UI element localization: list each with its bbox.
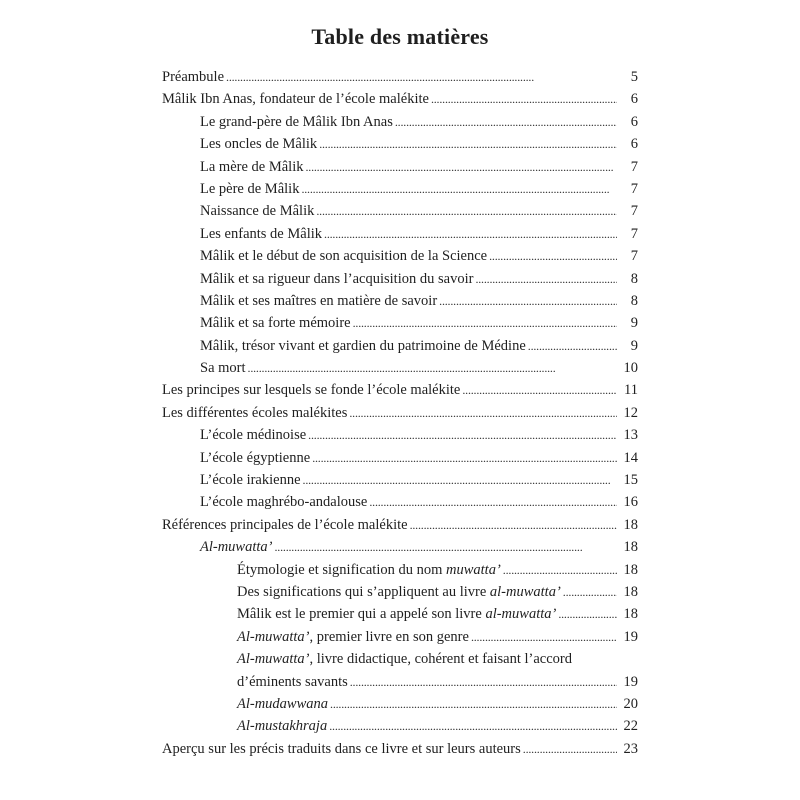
toc-entry-label: Les enfants de Mâlik xyxy=(200,225,323,242)
toc-leader-dots xyxy=(431,88,617,110)
toc-entry-label: Al-muwatta’ xyxy=(200,539,273,556)
toc-entry-label-text: Étymologie et signification du nom xyxy=(237,561,447,578)
toc-entry-label: Sa mort xyxy=(200,360,246,377)
toc-page-number: 18 xyxy=(623,583,638,600)
toc-entry-label-italic: Al-muwatta’ xyxy=(237,628,310,645)
toc-page-number: 9 xyxy=(630,315,638,332)
toc-entry[interactable] xyxy=(0,111,638,133)
toc-leader-dots xyxy=(563,581,617,603)
toc-entry[interactable] xyxy=(0,738,638,760)
toc-page-number: 5 xyxy=(630,69,638,85)
toc-entry[interactable] xyxy=(0,178,638,200)
toc-entry[interactable] xyxy=(0,312,638,334)
toc-entry-label-text: , premier livre en son genre xyxy=(309,628,469,645)
toc-entry-label: Références principales de l’école malékite xyxy=(162,516,408,533)
toc-entry[interactable] xyxy=(0,603,638,625)
toc-entry[interactable] xyxy=(0,581,638,603)
toc-entry[interactable] xyxy=(0,335,638,357)
toc-entry[interactable] xyxy=(0,200,638,222)
toc-page-number: 19 xyxy=(623,673,638,690)
toc-page-number: 13 xyxy=(623,427,638,444)
toc-page-number: 20 xyxy=(623,695,638,712)
toc-entry[interactable] xyxy=(0,133,638,155)
toc-entry-label: Le grand-père de Mâlik Ibn Anas xyxy=(200,113,393,130)
toc-leader-dots xyxy=(305,156,617,178)
toc-entry[interactable] xyxy=(0,514,638,536)
toc-entry-label: Mâlik et sa rigueur dans l’acquisition du savoir xyxy=(200,270,474,287)
toc-entry[interactable] xyxy=(0,491,638,513)
toc-entry[interactable] xyxy=(0,693,638,715)
toc-page-number: 7 xyxy=(630,203,638,220)
toc-leader-dots xyxy=(489,245,617,267)
toc-page-number: 7 xyxy=(630,225,638,242)
toc-leader-dots xyxy=(301,178,617,200)
toc-page-number: 16 xyxy=(623,494,638,511)
toc-leader-dots xyxy=(349,402,617,424)
toc-entry[interactable] xyxy=(0,245,638,267)
toc-leader-dots xyxy=(503,559,617,581)
toc-page-number: 8 xyxy=(630,292,638,309)
toc-entry-label: Naissance de Mâlik xyxy=(200,203,315,220)
toc-leader-dots xyxy=(275,536,618,558)
toc-page-number: 22 xyxy=(623,718,638,735)
toc-entry-continuation xyxy=(237,671,638,693)
toc-entry-label-text: Des significations qui s’appliquent au livre xyxy=(237,583,490,600)
toc-leader-dots xyxy=(471,626,617,648)
toc-leader-dots xyxy=(439,290,617,312)
toc-page-number: 18 xyxy=(623,516,638,533)
toc-entry-label-italic: Al-muwatta’ xyxy=(237,651,310,668)
toc-entry-label: Mâlik et ses maîtres en matière de savoir xyxy=(200,292,438,309)
toc-entry-label: Mâlik et sa forte mémoire xyxy=(200,315,351,332)
toc-leader-dots xyxy=(316,200,617,222)
toc-leader-dots xyxy=(353,312,617,334)
toc-leader-dots xyxy=(308,424,617,446)
toc-leader-dots xyxy=(303,469,617,491)
toc-page-number: 19 xyxy=(623,628,638,645)
toc-leader-dots xyxy=(248,357,617,379)
toc-entry-label-italic: al-muwatta’ xyxy=(489,583,561,600)
toc-entry[interactable] xyxy=(0,268,638,290)
toc-entry[interactable] xyxy=(0,357,638,379)
toc-page-number: 12 xyxy=(623,404,638,421)
toc-page-number: 6 xyxy=(630,91,638,108)
toc-entry[interactable] xyxy=(0,379,638,401)
toc-entry-label: Les principes sur lesquels se fonde l’école malékite xyxy=(162,382,461,399)
toc-entry[interactable] xyxy=(0,469,638,491)
toc-entry-label xyxy=(237,581,563,603)
toc-page-number: 14 xyxy=(623,449,638,466)
toc-entry-label: Mâlik, trésor vivant et gardien du patrimoine de Médine xyxy=(200,337,526,354)
toc-entry[interactable] xyxy=(0,626,638,648)
toc-page-number: 7 xyxy=(630,158,638,175)
toc-page-number: 11 xyxy=(624,382,638,399)
toc-entry-label: L’école médinoise xyxy=(200,427,307,444)
toc-entry[interactable] xyxy=(0,290,638,312)
toc-page-number: 18 xyxy=(623,561,638,578)
toc-entry-label-text: d’éminents savants xyxy=(237,673,348,690)
toc-entry-label: Mâlik et le début de son acquisition de la Science xyxy=(200,248,488,265)
toc-entry-label: Les différentes écoles malékites xyxy=(162,404,348,421)
toc-entry[interactable] xyxy=(0,715,638,737)
toc-page-number: 7 xyxy=(630,248,638,265)
toc-entry[interactable] xyxy=(0,156,638,178)
toc-page-number: 18 xyxy=(623,539,638,556)
toc-entry-label: Al-mudawwana xyxy=(237,695,329,712)
toc-page-number: 9 xyxy=(630,337,638,354)
toc-leader-dots xyxy=(369,491,617,513)
toc-entry-label xyxy=(237,603,558,625)
toc-entry-label xyxy=(237,648,638,670)
toc-page-number: 6 xyxy=(630,113,638,130)
toc-leader-dots xyxy=(395,111,617,133)
toc-entry[interactable] xyxy=(0,648,638,693)
toc-entry[interactable] xyxy=(0,447,638,469)
toc-entry-label-italic: al-muwatta’ xyxy=(485,606,557,623)
toc-leader-dots xyxy=(330,693,617,715)
toc-page-number: 6 xyxy=(630,136,638,153)
toc-leader-dots xyxy=(226,66,617,88)
toc-leader-dots xyxy=(528,335,617,357)
toc-entry-label: La mère de Mâlik xyxy=(200,158,304,175)
toc-entry-label: L’école maghrébo-andalouse xyxy=(200,494,368,511)
toc-entry-label-text: , livre didactique, cohérent et faisant l’accord xyxy=(309,651,572,668)
toc-entry[interactable] xyxy=(0,88,638,110)
toc-entry[interactable] xyxy=(0,402,638,424)
toc-leader-dots xyxy=(558,603,617,625)
toc-page-number: 15 xyxy=(623,472,638,489)
toc-entry-label: Aperçu sur les précis traduits dans ce livre et sur leurs auteurs xyxy=(162,740,521,757)
toc-entry-label: Préambule xyxy=(162,69,225,85)
toc-leader-dots xyxy=(475,268,617,290)
toc-page-number: 10 xyxy=(623,360,638,377)
toc-entry-label: Al-mustakhraja xyxy=(237,718,328,735)
toc-entry[interactable] xyxy=(0,536,638,558)
toc-entry[interactable] xyxy=(0,559,638,581)
toc-entry-label xyxy=(237,626,471,648)
toc-entry-label-italic: muwatta’ xyxy=(446,561,501,578)
toc-leader-dots xyxy=(350,671,617,693)
toc-page-number: 8 xyxy=(630,270,638,287)
toc-entry-label: L’école égyptienne xyxy=(200,449,311,466)
toc-page-number: 7 xyxy=(630,180,638,197)
toc-leader-dots xyxy=(319,133,617,155)
toc-leader-dots xyxy=(329,715,617,737)
toc-page-number: 23 xyxy=(623,740,638,757)
toc-entry-label: L’école irakienne xyxy=(200,472,301,489)
toc-entry[interactable] xyxy=(0,66,638,88)
toc-page-number: 18 xyxy=(623,606,638,623)
toc-leader-dots xyxy=(324,223,617,245)
page-title: Table des matières xyxy=(311,24,489,49)
toc-entry-label: Les oncles de Mâlik xyxy=(200,136,318,153)
toc-entry-label xyxy=(237,559,503,581)
toc-leader-dots xyxy=(462,379,617,401)
toc-leader-dots xyxy=(523,738,617,760)
toc-leader-dots xyxy=(312,447,617,469)
toc-entry-label-text: Mâlik est le premier qui a appelé son livre xyxy=(237,606,486,623)
toc-entry-label: Mâlik Ibn Anas, fondateur de l’école malékite xyxy=(162,91,429,108)
toc-entry[interactable] xyxy=(0,223,638,245)
table-of-contents xyxy=(0,66,800,760)
toc-leader-dots xyxy=(410,514,617,536)
toc-entry[interactable] xyxy=(0,424,638,446)
toc-entry-label: Le père de Mâlik xyxy=(200,180,300,197)
